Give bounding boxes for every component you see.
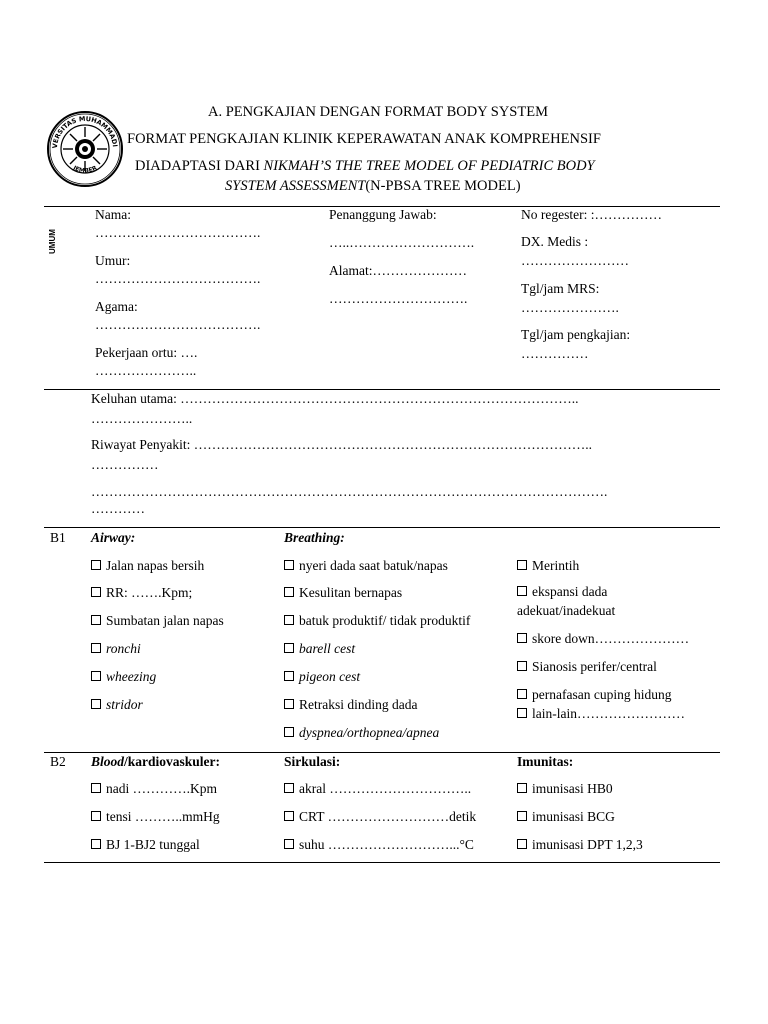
checkbox-imunisasi-bcg[interactable]: imunisasi BCG xyxy=(517,809,615,825)
checkbox-icon[interactable] xyxy=(517,633,527,643)
checkbox-icon[interactable] xyxy=(91,839,101,849)
checkbox-icon[interactable] xyxy=(284,811,294,821)
checkbox-icon[interactable] xyxy=(517,811,527,821)
checkbox-icon[interactable] xyxy=(517,689,527,699)
checkbox-nyeri-dada[interactable]: nyeri dada saat batuk/napas xyxy=(284,558,448,574)
checkbox-icon[interactable] xyxy=(284,643,294,653)
checkbox-kesulitan-bernapas[interactable]: Kesulitan bernapas xyxy=(284,585,402,601)
b2-tag: B2 xyxy=(50,754,66,769)
checkbox-bj[interactable]: BJ 1-BJ2 tunggal xyxy=(91,837,200,853)
airway-title: Airway: xyxy=(91,530,136,545)
penanggung-label: Penanggung Jawab: xyxy=(329,207,437,222)
checkbox-stridor[interactable]: stridor xyxy=(91,697,143,713)
tgl-pengkajian-field[interactable]: …………… xyxy=(521,346,589,361)
divider-keluhan-bottom xyxy=(44,527,720,528)
checkbox-icon[interactable] xyxy=(91,811,101,821)
keluhan-extra-line[interactable]: ……………………………………………………………………………………………………. xyxy=(91,484,608,499)
header-line-4 xyxy=(225,178,521,195)
keluhan-extra-line-continuation[interactable]: ………… xyxy=(91,501,145,516)
checkbox-icon[interactable] xyxy=(517,839,527,849)
regester-label[interactable]: No regester: :…………… xyxy=(521,207,662,222)
header-line-3 xyxy=(135,158,595,175)
alamat-field[interactable]: …………………………. xyxy=(329,291,468,306)
tgl-mrs-label: Tgl/jam MRS: xyxy=(521,281,600,296)
nama-field[interactable]: ………………………………. xyxy=(95,225,261,240)
checkbox-icon[interactable] xyxy=(517,783,527,793)
checkbox-nadi[interactable]: nadi ………….Kpm xyxy=(91,781,217,797)
tgl-mrs-field[interactable]: …………………. xyxy=(521,300,619,315)
checkbox-dyspnea[interactable]: dyspnea/orthopnea/apnea xyxy=(284,725,439,741)
divider-b1-bottom xyxy=(44,752,720,753)
pekerjaan-label: Pekerjaan ortu: …. xyxy=(95,345,198,360)
checkbox-icon[interactable] xyxy=(517,586,527,596)
keluhan-utama-field[interactable]: Keluhan utama: …………………………………………………………………………….. xyxy=(91,391,579,406)
header-line-4-suffix: (N-PBSA TREE MODEL) xyxy=(365,178,521,194)
checkbox-icon[interactable] xyxy=(517,708,527,718)
checkbox-icon[interactable] xyxy=(284,671,294,681)
keluhan-utama-continuation[interactable]: ………………….. xyxy=(91,411,193,426)
checkbox-icon[interactable] xyxy=(91,643,101,653)
checkbox-icon[interactable] xyxy=(91,587,101,597)
checkbox-icon[interactable] xyxy=(284,699,294,709)
checkbox-sianosis[interactable]: Sianosis perifer/central xyxy=(517,659,657,675)
checkbox-icon[interactable] xyxy=(284,839,294,849)
imunitas-title: Imunitas: xyxy=(517,754,574,769)
checkbox-icon[interactable] xyxy=(91,560,101,570)
umur-field[interactable]: ………………………………. xyxy=(95,271,261,286)
checkbox-sumbatan-jalan-napas[interactable]: Sumbatan jalan napas xyxy=(91,613,224,629)
riwayat-penyakit-continuation[interactable]: …………… xyxy=(91,457,159,472)
checkbox-jalan-napas-bersih[interactable]: Jalan napas bersih xyxy=(91,558,204,574)
pekerjaan-field[interactable]: ………………….. xyxy=(95,363,197,378)
divider-umum-bottom xyxy=(44,389,720,390)
checkbox-icon[interactable] xyxy=(284,560,294,570)
checkbox-imunisasi-dpt[interactable]: imunisasi DPT 1,2,3 xyxy=(517,837,643,853)
penanggung-field[interactable]: …..………………………. xyxy=(329,235,475,250)
umur-label: Umur: xyxy=(95,253,131,268)
checkbox-cuping-hidung[interactable]: pernafasan cuping hidung xyxy=(517,687,671,703)
checkbox-tensi[interactable]: tensi ………..mmHg xyxy=(91,809,220,825)
checkbox-pigeon-cest[interactable]: pigeon cest xyxy=(284,669,360,685)
svg-text:UNIVERSITAS MUHAMMADIYAH: VERSITAS MUHAMMADI xyxy=(50,114,119,149)
tgl-pengkajian-label: Tgl/jam pengkajian: xyxy=(521,327,631,342)
checkbox-batuk-produktif[interactable]: batuk produktif/ tidak produktif xyxy=(284,613,470,629)
checkbox-barell-cest[interactable]: barell cest xyxy=(284,641,355,657)
svg-text:JEMBER: JEMBER xyxy=(71,164,99,175)
checkbox-icon[interactable] xyxy=(284,783,294,793)
checkbox-icon[interactable] xyxy=(91,671,101,681)
checkbox-icon[interactable] xyxy=(91,615,101,625)
b1-tag: B1 xyxy=(50,530,66,545)
header-line-1: A. PENGKAJIAN DENGAN FORMAT BODY SYSTEM xyxy=(208,104,548,120)
dx-medis-field[interactable]: …………………… xyxy=(521,253,629,268)
checkbox-icon[interactable] xyxy=(284,587,294,597)
breathing-title: Breathing: xyxy=(284,530,345,545)
checkbox-icon[interactable] xyxy=(517,560,527,570)
header-line-3-prefix: DIADAPTASI DARI xyxy=(135,158,264,174)
checkbox-icon[interactable] xyxy=(284,615,294,625)
header-line-4-italic: SYSTEM ASSESSMENT xyxy=(225,178,366,194)
checkbox-rr[interactable]: RR: …….Kpm; xyxy=(91,585,192,601)
checkbox-merintih[interactable]: Merintih xyxy=(517,558,579,574)
checkbox-suhu[interactable]: suhu ………………………...°C xyxy=(284,837,474,853)
blood-title: Blood/kardiovaskuler: xyxy=(91,754,221,769)
checkbox-icon[interactable] xyxy=(91,783,101,793)
header-line-3-italic: NIKMAH’S THE TREE MODEL OF PEDIATRIC BODY xyxy=(263,158,595,174)
checkbox-icon[interactable] xyxy=(91,699,101,709)
ekspansi-dada-continuation: adekuat/inadekuat xyxy=(517,603,616,618)
nama-label: Nama: xyxy=(95,207,131,222)
riwayat-penyakit-field[interactable]: Riwayat Penyakit: …………………………………………………………………………….. xyxy=(91,437,592,452)
checkbox-ekspansi-dada[interactable]: ekspansi dada xyxy=(517,584,607,600)
checkbox-icon[interactable] xyxy=(517,661,527,671)
umum-side-label: UMUM xyxy=(48,229,57,254)
checkbox-crt[interactable]: CRT ………………………detik xyxy=(284,809,476,825)
alamat-label[interactable]: Alamat:………………… xyxy=(329,263,467,278)
header-line-2: FORMAT PENGKAJIAN KLINIK KEPERAWATAN ANAK KOMPREHENSIF xyxy=(127,131,601,147)
checkbox-ronchi[interactable]: ronchi xyxy=(91,641,141,657)
dx-medis-label: DX. Medis : xyxy=(521,234,589,249)
checkbox-akral[interactable]: akral ………………………….. xyxy=(284,781,471,797)
divider-b2-bottom xyxy=(44,862,720,863)
university-logo xyxy=(46,110,124,188)
checkbox-icon[interactable] xyxy=(284,727,294,737)
checkbox-imunisasi-hb0[interactable]: imunisasi HB0 xyxy=(517,781,613,797)
checkbox-lain-lain[interactable]: lain-lain…………………… xyxy=(517,706,685,722)
agama-label: Agama: xyxy=(95,299,138,314)
checkbox-wheezing[interactable]: wheezing xyxy=(91,669,156,685)
logo-seal-icon xyxy=(46,110,124,188)
sirkulasi-title: Sirkulasi: xyxy=(284,754,341,769)
checkbox-skore-down[interactable]: skore down………………… xyxy=(517,631,689,647)
checkbox-retraksi-dinding-dada[interactable]: Retraksi dinding dada xyxy=(284,697,417,713)
agama-field[interactable]: ………………………………. xyxy=(95,317,261,332)
